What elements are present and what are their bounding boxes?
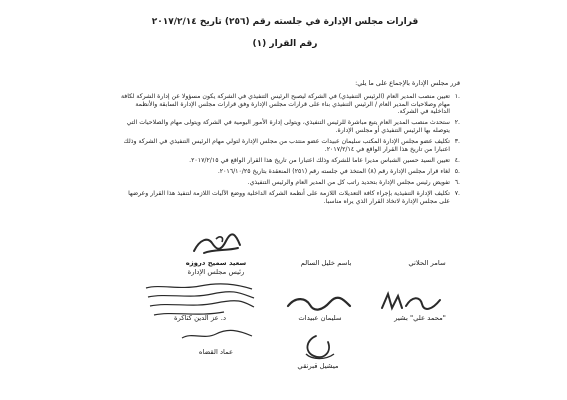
item-number: ٧.: [454, 189, 460, 197]
signatory-ezz: [150, 314, 250, 323]
signatory-michel: [268, 362, 368, 371]
michel-signature: [288, 330, 348, 364]
signatory-name: سعيد سميح دروزه: [185, 259, 247, 267]
decision-item-6: [120, 179, 460, 187]
emad-signature: [178, 324, 258, 346]
decision-item-3: [120, 138, 460, 153]
item-number: ٦.: [454, 178, 460, 186]
item-number: ٢.: [454, 119, 460, 127]
decision-item-4: [120, 157, 460, 165]
item-text: تكليف الإدارة التنفيذية بإجراء كافة التعديلات اللازمة على أنظمة الشركة الداخلية ووضع الآليات اللازمة لتنفيذ هذا القرار وعرضها على مجلس الإدارة لاتخاذ القرار الذي يراه مناسبا.: [128, 189, 450, 205]
decision-item-1: [120, 93, 460, 116]
item-text: لغاء قرار مجلس الإدارة رقم (٨) المتخذ في جلسته رقم (٢٥١) المنعقدة بتاريخ ٢٠١٦/١٠/٢٥.: [217, 167, 450, 175]
document-title: قرارات مجلس الإدارة في جلسته رقم (٢٥٦) تاريخ ٢٠١٧/٢/١٤: [151, 17, 419, 27]
signatory-name: ميشيل قبرنقي: [297, 362, 339, 370]
item-text: تكليف عضو مجلس الإدارة المكتب سليمان عبيدات عضو منتدب من مجلس الإدارة لتولي مهام الرئيس التنفيذي في الشركة وذلك اعتبارا من تاريخ هذا القرار الواقع في ٢٠١٧/٢/١٤.: [123, 137, 450, 153]
item-number: ٥.: [454, 167, 460, 175]
item-number: ١.: [454, 93, 460, 100]
decision-item-2: [120, 119, 460, 134]
signatory-chairman: [166, 259, 266, 277]
signatory-name: "محمد علي" بشير: [394, 314, 446, 322]
signatory-name: باسم خليل السالم: [300, 259, 352, 267]
decision-item-7: [120, 190, 460, 205]
item-text: تفويض رئيس مجلس الإدارة بتحديد راتب كل من المدير العام والرئيس التنفيذي.: [247, 178, 450, 186]
signatory-name: سليمان عبيدات: [298, 314, 342, 322]
mohammad-signature: [376, 290, 446, 314]
decision-number: رقم القرار (١): [252, 39, 318, 49]
signatory-name: د. عز الدين كتاكرة: [174, 314, 226, 322]
signatory-emad: [166, 348, 266, 357]
item-text: ستحدث منصب المدير العام يتبع مباشرة للرئيس التنفيذي، ويتولى إدارة الأمور اليومية في الشركة ويتولى مهام والصلاحيات التي يتوصله بها الرئيس التنفيذي أو مجلس الإدارة.: [126, 119, 450, 134]
signatory-basem: [276, 259, 376, 268]
suleiman-signature: [284, 294, 354, 314]
signatory-mohammad: [370, 314, 470, 323]
item-text: تعيين منصب المدير العام (الرئيس التنفيذي) في الشركة ليصبح الرئيس التنفيذي في الشركة يكون مسؤولا عن إدارة الشركة لكافة مهام وصلاحيات المدير العام / الرئيس التنفيذي بناء على قرارات مجلس الإدارة وفق قرارات مجلس الإدارة السابقة والأنظمة الداخلية في الشركة.: [120, 93, 450, 116]
decision-item-5: [120, 168, 460, 176]
decision-list: [120, 93, 460, 209]
signatory-title: رئيس مجلس الإدارة: [187, 268, 245, 276]
intro-text: قرر مجلس الإدارة بالإجماع على ما يلي:: [355, 79, 460, 87]
signatory-name: سامر الحلاني: [408, 259, 446, 267]
item-text: تعيين السيد حسين الشباس مديرا عاما للشركة وذلك اعتبارا من تاريخ هذا القرار الواقع في ٢٠١٧/٢/١٥.: [189, 156, 450, 164]
item-number: ٣.: [454, 137, 460, 145]
chairman-signature: [186, 231, 246, 259]
document-page: [80, 0, 490, 400]
signatory-suleiman: [270, 314, 370, 323]
item-number: ٤.: [454, 156, 460, 164]
handwritten-note: [142, 282, 260, 300]
signatory-name: عماد القضاه: [198, 348, 234, 356]
signatory-samer: [382, 259, 472, 268]
